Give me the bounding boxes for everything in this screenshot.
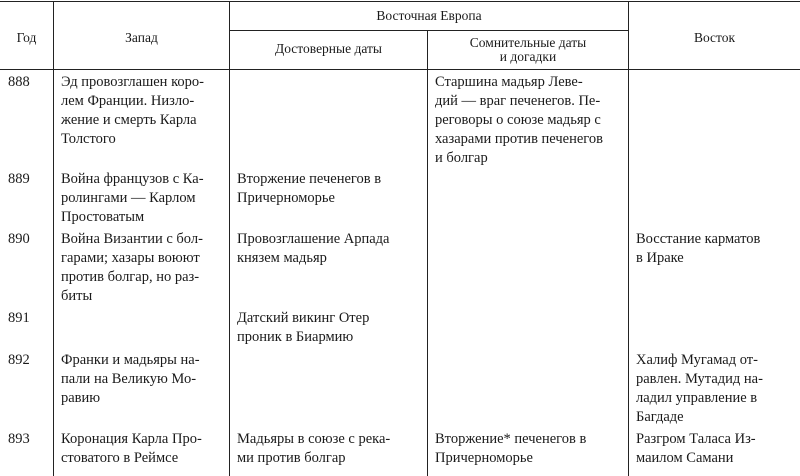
cell-west (61, 351, 200, 408)
cell-line: Простоватым (61, 209, 145, 225)
cell-line: ладил управление в (636, 390, 758, 406)
cell-east (636, 230, 760, 268)
header-east: Восток (693, 30, 736, 45)
header-eastern-europe: Восточная Европа (376, 8, 482, 23)
cell-line: маилом Самани (636, 450, 734, 466)
cell-line: князем мадьяр (237, 250, 327, 266)
cell-year: 889 (8, 171, 30, 187)
cell-line: Вторжение печенегов в (237, 171, 382, 187)
cell-doubtful (435, 73, 603, 168)
cell-east (636, 351, 763, 427)
cell-line: Война Византии с бол- (61, 231, 203, 247)
cell-line: Причерноморье (435, 450, 533, 466)
cell-reliable (237, 230, 390, 268)
cell-line: Старшина мадьяр Леве- (435, 74, 583, 90)
cell-line: Толстого (61, 131, 116, 147)
cell-line: в Ираке (636, 250, 684, 266)
header-year: Год (16, 30, 37, 45)
cell-line: Франки и мадьяры на- (61, 352, 200, 368)
header-west: Запад (125, 30, 158, 45)
cell-east (636, 430, 756, 468)
header-doubtful-line: Сомнительные даты (469, 35, 587, 50)
cell-west (61, 73, 204, 149)
cell-year: 891 (8, 310, 30, 326)
cell-line: Багдаде (636, 409, 684, 425)
cell-line: стоватого в Реймсе (61, 450, 179, 466)
cell-line: ми против болгар (237, 450, 346, 466)
cell-year: 893 (8, 431, 30, 447)
cell-line: Вторжение* печенегов в (435, 431, 587, 447)
cell-line: Провозглашение Арпада (237, 231, 390, 247)
cell-line: Причерноморье (237, 190, 335, 206)
cell-year: 890 (8, 231, 30, 247)
cell-line: гарами; хазары воюют (61, 250, 200, 266)
cell-west (61, 170, 204, 227)
cell-line: хазарами против печенегов (435, 131, 603, 147)
header-reliable-dates: Достоверные даты (275, 41, 382, 56)
cell-line: ролингами — Карлом (61, 190, 196, 206)
cell-west (61, 430, 202, 468)
cell-line: равлен. Мутадид на- (636, 371, 763, 387)
cell-line: и болгар (435, 150, 488, 166)
header-doubtful-line: и догадки (499, 49, 557, 64)
cell-line: Мадьяры в союзе с река- (237, 431, 391, 447)
cell-line: жение и смерть Карла (61, 112, 197, 128)
cell-line: Коронация Карла Про- (61, 431, 202, 447)
cell-line: дий — враг печенегов. Пе- (435, 93, 601, 109)
cell-line: Эд провозглашен коро- (61, 74, 204, 90)
cell-year: 892 (8, 352, 30, 368)
cell-year: 888 (8, 74, 30, 90)
cell-line: равию (61, 390, 101, 406)
cell-reliable (237, 309, 369, 347)
cell-line: биты (61, 288, 93, 304)
cell-line: пали на Великую Мо- (61, 371, 197, 387)
header-doubtful-dates (428, 36, 628, 64)
cell-line: лем Франции. Низло- (61, 93, 195, 109)
cell-line: против болгар, но раз- (61, 269, 200, 285)
cell-line: Датский викинг Отер (237, 310, 370, 326)
cell-line: реговоры о союзе мадьяр с (435, 112, 601, 128)
cell-line: Война французов с Ка- (61, 171, 204, 187)
cell-reliable (237, 170, 381, 208)
cell-line: проник в Биармию (237, 329, 354, 345)
cell-line: Халиф Мугамад от- (636, 352, 758, 368)
cell-line: Разгром Таласа Из- (636, 431, 756, 447)
cell-line: Восстание карматов (636, 231, 761, 247)
cell-reliable (237, 430, 390, 468)
cell-west (61, 230, 203, 306)
cell-doubtful (435, 430, 586, 468)
